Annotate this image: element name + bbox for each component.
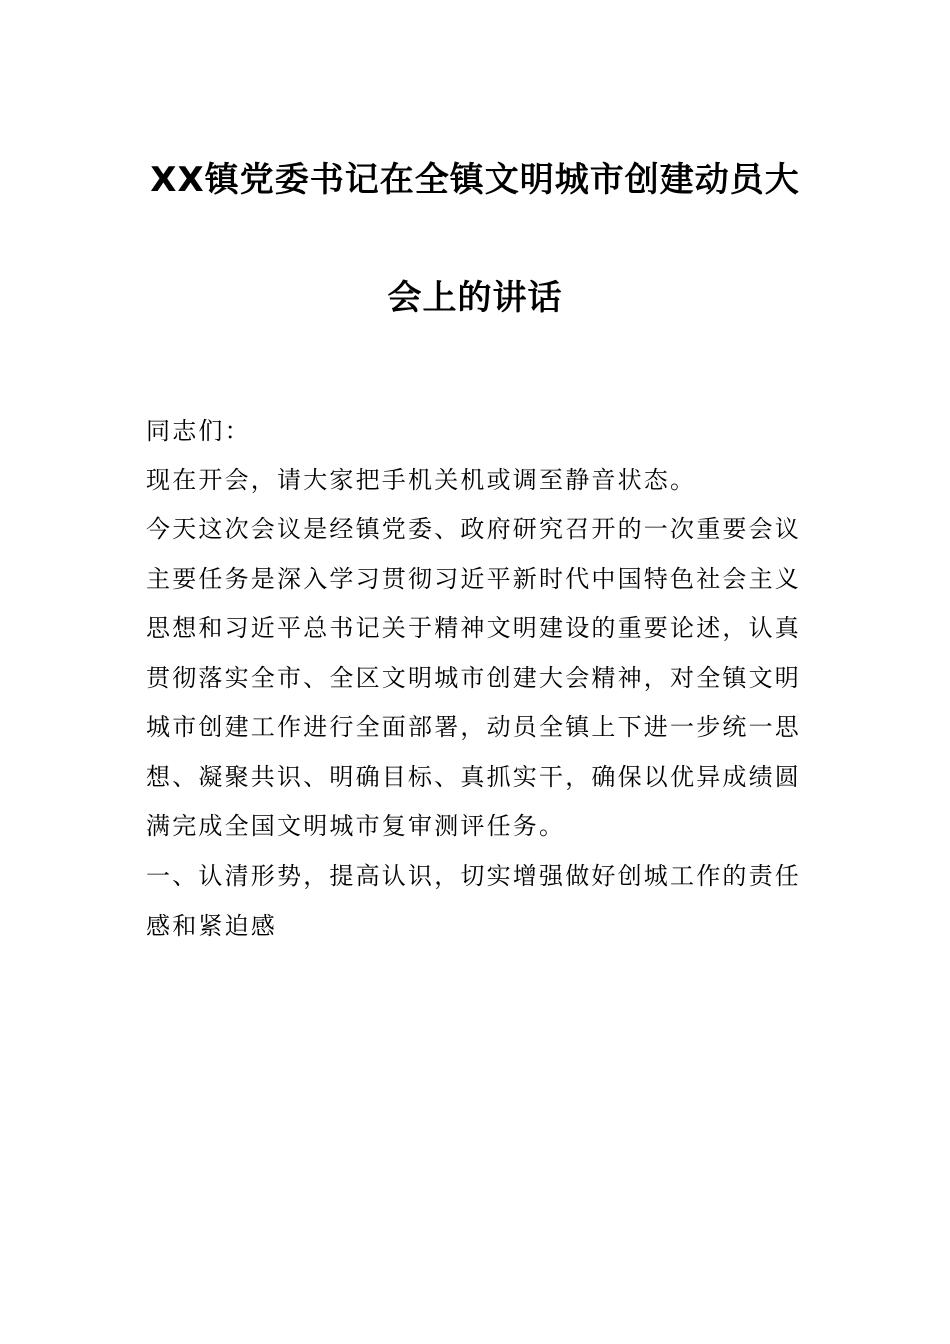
paragraph-line: 满完成全国文明城市复审测评任务。 [146,812,566,840]
paragraph-line: 主要任务是深入学习贯彻习近平新时代中国特色社会主义 [146,564,801,593]
paragraph-line: 想、凝聚共识、明确目标、真抓实干，确保以优异成绩圆 [146,762,801,791]
document-title-line-2: 会上的讲话 [387,278,563,318]
paragraph-line: 今天这次会议是经镇党委、政府研究召开的一次重要会议 [146,515,801,543]
paragraph-opening: 现在开会，请大家把手机关机或调至静音状态。 [146,466,697,494]
section-heading-line: 一、认清形势，提高认识，切实增强做好创城工作的责任 [146,862,801,890]
paragraph-line: 城市创建工作进行全面部署，动员全镇上下进一步统一思 [146,713,801,741]
paragraph-meeting-purpose [146,505,806,852]
document-title-line-1: XX镇党委书记在全镇文明城市创建动员大 [150,160,800,200]
paragraph-line: 思想和习近平总书记关于精神文明建设的重要论述，认真 [146,614,801,642]
paragraph-line: 贯彻落实全市、全区文明城市创建大会精神，对全镇文明 [146,663,801,692]
section-heading-1 [146,852,806,951]
salutation: 同志们： [146,417,251,445]
section-heading-line: 感和紧迫感 [146,911,277,940]
